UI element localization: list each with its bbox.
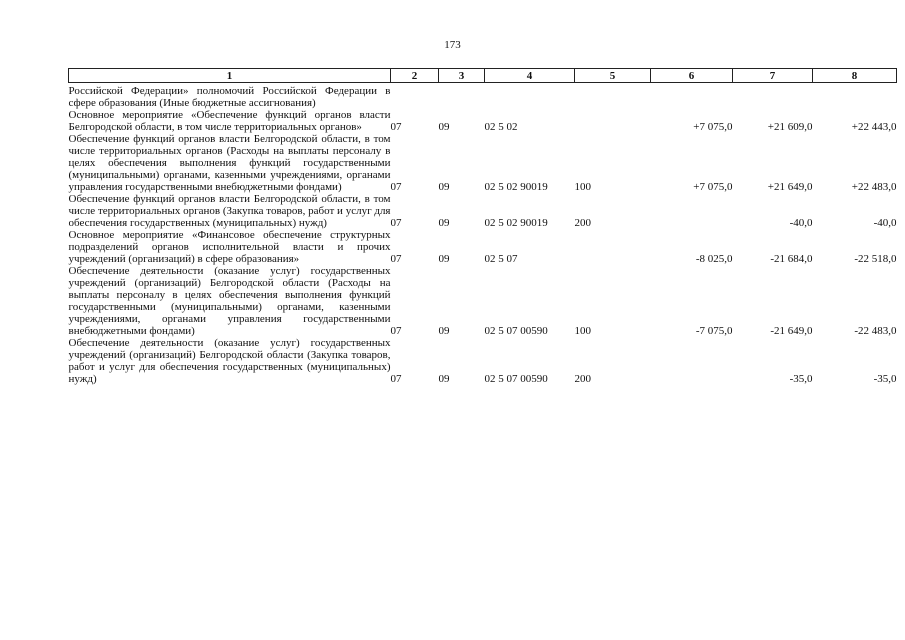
header-col-8: 8 [813,69,897,83]
row-section: 07 [390,253,402,265]
row-expense-type: 100 [574,181,591,193]
row-amount-col8: -35,0 [873,373,897,385]
row-target-article: 02 5 07 00590 [484,325,548,337]
row-section: 07 [390,181,402,193]
row-target-article [485,83,575,110]
row-subsection: 09 [438,217,450,229]
row-amount-col8: -22 483,0 [854,325,897,337]
row-amount-col6 [651,193,733,229]
row-amount-col8: -40,0 [873,217,897,229]
row-subsection [439,83,485,110]
row-amount-col7: -21 684,0 [770,253,813,265]
budget-table [68,68,897,385]
row-amount-col6: +7 075,0 [693,121,733,133]
row-expense-type [575,83,651,110]
row-subsection: 09 [438,325,450,337]
table-row [69,229,897,265]
row-amount-col7: -21 649,0 [770,325,813,337]
row-amount-col7: +21 649,0 [767,181,813,193]
row-description: Российской Федерации» полномочий Российской Федерации в сфере образования (Иные бюджетные ассигнования) [68,85,391,109]
header-col-1: 1 [69,69,391,83]
header-col-3: 3 [439,69,485,83]
row-amount-col8 [813,83,897,110]
row-amount-col7: -35,0 [789,373,813,385]
header-row [69,69,897,83]
row-amount-col6: -7 075,0 [695,325,733,337]
row-amount-col6: -8 025,0 [695,253,733,265]
table-row [69,83,897,110]
row-section [391,83,439,110]
row-amount-col7: +21 609,0 [767,121,813,133]
row-expense-type [575,109,651,133]
row-subsection: 09 [438,121,450,133]
header-col-4: 4 [485,69,575,83]
table-row [69,193,897,229]
row-subsection: 09 [438,373,450,385]
page-number: 173 [444,39,461,51]
header-col-6: 6 [651,69,733,83]
row-amount-col8: +22 443,0 [851,121,897,133]
row-target-article: 02 5 07 [484,253,518,265]
row-amount-col6 [651,337,733,385]
row-expense-type: 200 [574,373,591,385]
row-description: Обеспечение деятельности (оказание услуг) государственных учреждений (организаций) Белгородской области (Расходы на выплаты персоналу в целях обеспечения выполнения функций государственными (муниципальными) органами, казенными учреждениями, органами управления государственными внебюджетными фондами) [68,265,391,337]
row-amount-col6: +7 075,0 [693,181,733,193]
table-row [69,337,897,385]
row-target-article: 02 5 02 90019 [484,217,548,229]
row-subsection: 09 [438,181,450,193]
row-description: Обеспечение функций органов власти Белгородской области, в том числе территориальных органов (Расходы на выплаты персоналу в целях обеспечения выполнения функций государственными (муниципальными) органами, казенными учреждениями, органами управления государственными внебюджетными фондами) [68,133,391,193]
row-section: 07 [390,121,402,133]
row-expense-type: 100 [574,325,591,337]
row-description: Обеспечение функций органов власти Белгородской области, в том числе территориальных органов (Закупка товаров, работ и услуг для обеспечения государственных (муниципальных) нужд) [68,193,391,229]
row-amount-col8: -22 518,0 [854,253,897,265]
table-row [69,265,897,337]
table-row [69,109,897,133]
row-section: 07 [390,373,402,385]
table-row [69,133,897,193]
row-amount-col8: +22 483,0 [851,181,897,193]
row-description: Основное мероприятие «Обеспечение функций органов власти Белгородской области, в том числе территориальных органов» [68,109,391,133]
header-col-2: 2 [391,69,439,83]
row-expense-type [575,229,651,265]
row-expense-type: 200 [574,217,591,229]
row-description: Основное мероприятие «Финансовое обеспечение структурных подразделений органов исполнительной власти и прочих учреждений (организаций) в сфере образования» [68,229,391,265]
header-col-5: 5 [575,69,651,83]
row-section: 07 [390,325,402,337]
row-target-article: 02 5 02 [484,121,518,133]
row-amount-col6 [651,83,733,110]
row-amount-col7: -40,0 [789,217,813,229]
row-amount-col7 [733,83,813,110]
row-subsection: 09 [438,253,450,265]
row-description: Обеспечение деятельности (оказание услуг) государственных учреждений (организаций) Белгородской области (Закупка товаров, работ и услуг для обеспечения государственных (муниципальных) нужд) [68,337,391,385]
row-target-article: 02 5 02 90019 [484,181,548,193]
row-section: 07 [390,217,402,229]
header-col-7: 7 [733,69,813,83]
row-target-article: 02 5 07 00590 [484,373,548,385]
